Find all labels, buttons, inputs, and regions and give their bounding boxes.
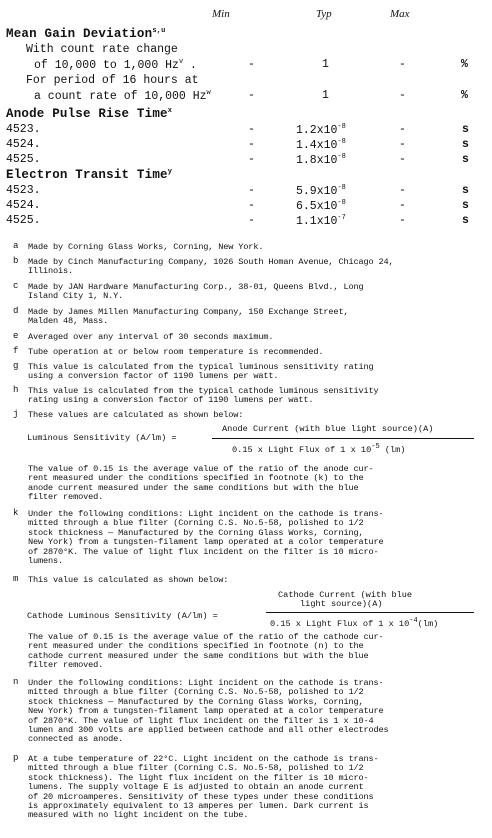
typ-value: $1.2x10^{-8}$ bbox=[296, 123, 346, 137]
typ-value: 1 bbox=[322, 89, 329, 102]
max-value: - bbox=[399, 214, 406, 227]
max-value: - bbox=[399, 184, 406, 197]
unit-value: % bbox=[461, 58, 468, 71]
row-label: 4525. bbox=[6, 214, 41, 227]
equation-numerator-line-2: light source)(A) bbox=[300, 599, 383, 609]
row-label-line: For period of 16 hours at bbox=[26, 74, 199, 87]
footnote-n: n Under the following conditions: Light incident on the cathode is trans- mitted through a blue filter (Corning C.S. No.5-58, polished to 1/2 stock thickness — Manufactured by the Corning Glass Works, Corning, New York) from a tungsten-filament lamp operated at a color temperature of 2870°K. The value of light flux incident on the filter is 1 x 10-4 lumen and 300 volts are applied between cathode and all other electrodes connected as anode. bbox=[13, 677, 389, 745]
unit-value: s bbox=[462, 123, 469, 136]
min-value: - bbox=[248, 138, 255, 151]
typ-value: 1 bbox=[322, 58, 329, 71]
unit-value: s bbox=[462, 153, 469, 166]
max-value: - bbox=[399, 153, 406, 166]
equation-denominator: 0.15 x Light Flux of 1 x $10^{-4}(lm)$ bbox=[270, 617, 439, 629]
footnote-f: f Tube operation at or below room temperature is recommended. bbox=[13, 346, 324, 357]
header-max: Max bbox=[390, 8, 410, 20]
row-label: 4524. bbox=[6, 199, 41, 212]
row-label: 4525. bbox=[6, 153, 41, 166]
row-label: 4523. bbox=[6, 184, 41, 197]
equation-lhs: Luminous Sensitivity (A/lm) = bbox=[27, 433, 177, 443]
unit-value: s bbox=[462, 214, 469, 227]
typ-value: $6.5x10^{-8}$ bbox=[296, 199, 346, 213]
fraction-bar bbox=[266, 612, 474, 613]
max-value: - bbox=[399, 199, 406, 212]
min-value: - bbox=[248, 89, 255, 102]
footnote-d: d Made by James Millen Manufacturing Company, 150 Exchange Street, Malden 48, Mass. bbox=[13, 306, 349, 327]
min-value: - bbox=[248, 123, 255, 136]
footnote-e: e Averaged over any interval of 30 seconds maximum. bbox=[13, 331, 274, 342]
footnote-h: h This value is calculated from the typical cathode luminous sensitivity rating using a conversion factor of 1190 lumens per watt. bbox=[13, 385, 379, 406]
min-value: - bbox=[248, 214, 255, 227]
fraction-bar bbox=[212, 438, 474, 439]
footnote-k: k Under the following conditions: Light incident on the cathode is trans- mitted through a blue filter (Corning C.S. No.5-58, polished to 1/2 stock thickness — Manufactured by the Corning Glass Works, Corning, New York) from a tungsten-filament lamp operated at a color temperature of 2870°K. The value of light flux incident on the filter is 10 micro- lumens. bbox=[13, 508, 384, 567]
row-label-line: a count rate of 10,000 Hz$^w$ bbox=[34, 89, 211, 103]
footnote-g: g This value is calculated from the typical luminous sensitivity rating using a conversion factor of 1190 lumens per watt. bbox=[13, 361, 374, 382]
footnote-a: a Made by Corning Glass Works, Corning, New York. bbox=[13, 241, 264, 252]
section-title-mean-gain-deviation: Mean Gain Deviation$^{s,u}$ bbox=[6, 27, 166, 42]
footnote-c: c Made by JAN Hardware Manufacturing Corp., 38-01, Queens Blvd., Long Island City 1, N.Y. bbox=[13, 281, 364, 302]
max-value: - bbox=[399, 89, 406, 102]
typ-value: $1.4x10^{-8}$ bbox=[296, 138, 346, 152]
max-value: - bbox=[399, 58, 406, 71]
footnote-b: b Made by Cinch Manufacturing Company, 1026 South Homan Avenue, Chicago 24, Illinois. bbox=[13, 256, 394, 277]
min-value: - bbox=[248, 184, 255, 197]
row-label: 4523. bbox=[6, 123, 41, 136]
min-value: - bbox=[248, 58, 255, 71]
footnote-j-explanation: The value of 0.15 is the average value of the ratio of the anode cur- rent measured under the conditions specified in footnote (k) to the anode current measured under the same conditions but with the blue filter removed. bbox=[28, 464, 374, 503]
row-label: 4524. bbox=[6, 138, 41, 151]
equation-numerator: Anode Current (with blue light source)(A) bbox=[222, 424, 434, 434]
equation-numerator-line-1: Cathode Current (with blue bbox=[278, 590, 413, 600]
unit-value: s bbox=[462, 184, 469, 197]
unit-value: s bbox=[462, 199, 469, 212]
footnote-p: p At a tube temperature of 22°C. Light incident on the cathode is trans- mitted through a blue filter (Corning C.S. No.5-58, polished to 1/2 stock thickness). The light flux incident on the filter is 10 micro- lumens. The supply voltage E is adjusted to obtain an anode current of 20 microamperes. Sensitivity of these types under these conditions is approximately equivalent to 13 amperes per lumen. Dark current is measured with no light incident on the tube. bbox=[13, 753, 379, 821]
typ-value: $1.8x10^{-8}$ bbox=[296, 153, 346, 167]
unit-value: % bbox=[461, 89, 468, 102]
min-value: - bbox=[248, 153, 255, 166]
max-value: - bbox=[399, 123, 406, 136]
unit-value: s bbox=[462, 138, 469, 151]
typ-value: $1.1x10^{-7}$ bbox=[296, 214, 346, 228]
footnote-j: j These values are calculated as shown below: bbox=[13, 409, 244, 420]
footnote-m: m This value is calculated as shown below: bbox=[13, 574, 229, 585]
equation-lhs: Cathode Luminous Sensitivity (A/lm) = bbox=[27, 611, 218, 621]
min-value: - bbox=[248, 199, 255, 212]
section-title-anode-pulse-rise-time: Anode Pulse Rise Time$^x$ bbox=[6, 107, 173, 122]
footnote-m-explanation: The value of 0.15 is the average value of the ratio of the cathode cur- rent measured under the conditions specified in footnote (n) to the cathode current measured under the same conditions but with the blue filter removed. bbox=[28, 632, 384, 671]
typ-value: $5.9x10^{-8}$ bbox=[296, 184, 346, 198]
section-title-electron-transit-time: Electron Transit Time$^y$ bbox=[6, 168, 173, 183]
equation-denominator: 0.15 x Light Flux of 1 x $10^{-5}$ (lm) bbox=[232, 443, 406, 455]
max-value: - bbox=[399, 138, 406, 151]
row-label-line: With count rate change bbox=[26, 43, 178, 56]
header-typ: Typ bbox=[316, 8, 332, 20]
header-min: Min bbox=[212, 8, 230, 20]
row-label-line: of 10,000 to 1,000 Hz$^v$ . bbox=[34, 58, 197, 72]
